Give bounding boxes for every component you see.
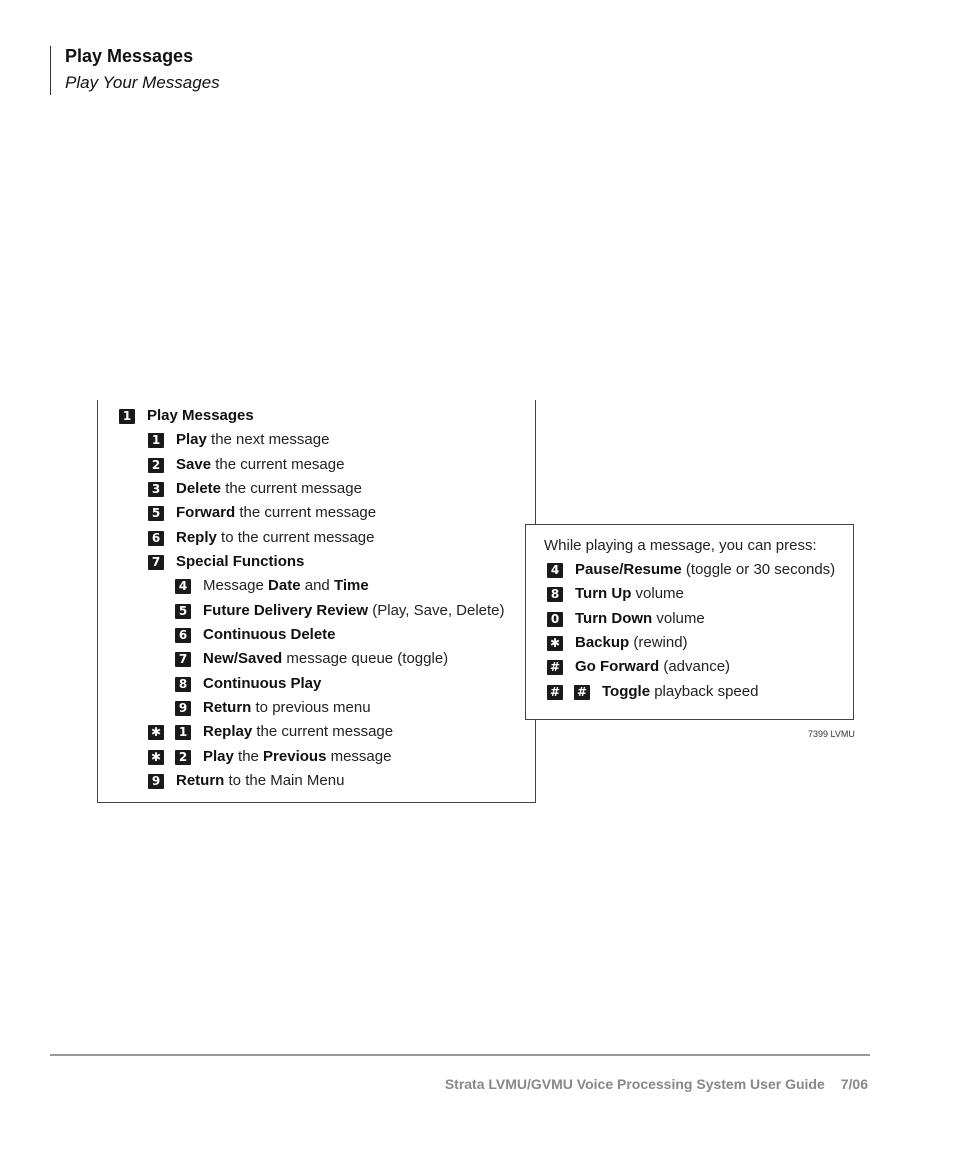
key-1-icon: 1 <box>119 409 135 424</box>
pound-key-icon: # <box>574 685 590 700</box>
panel-item-toggle-speed: # # Toggle playback speed <box>547 683 758 701</box>
menu-item-special-functions: 7 Special Functions <box>148 553 304 571</box>
menu-item-reply: 6 Reply to the current message <box>148 529 374 547</box>
page-title: Play Messages <box>65 46 194 66</box>
key-6-icon: 6 <box>148 531 164 546</box>
panel-item-turn-down: 0 Turn Down volume <box>547 610 705 628</box>
panel-item-turn-up: 8 Turn Up volume <box>547 585 684 603</box>
menu-item-delete: 3 Delete the current message <box>148 480 362 498</box>
panel-intro: While playing a message, you can press: <box>544 537 817 554</box>
footer-date: 7/06 <box>840 1076 868 1092</box>
special-item-return: 9 Return to previous menu <box>175 699 371 717</box>
pound-key-icon: # <box>547 660 563 675</box>
special-item-continuous-play: 8 Continuous Play <box>175 675 321 693</box>
special-item-date-time: 4 Message Date and Time <box>175 577 369 595</box>
panel-item-go-forward: # Go Forward (advance) <box>547 658 730 676</box>
combo-item-replay: ✱ 1 Replay the current message <box>148 723 393 741</box>
special-item-continuous-delete: 6 Continuous Delete <box>175 626 336 644</box>
combo-item-play-previous: ✱ 2 Play the Previous message <box>148 748 391 766</box>
key-7-icon: 7 <box>175 652 191 667</box>
pound-key-icon: # <box>547 685 563 700</box>
key-5-icon: 5 <box>148 506 164 521</box>
key-6-icon: 6 <box>175 628 191 643</box>
key-7-icon: 7 <box>148 555 164 570</box>
key-9-icon: 9 <box>148 774 164 789</box>
key-5-icon: 5 <box>175 604 191 619</box>
figure-code: 7399 LVMU <box>808 729 855 739</box>
key-3-icon: 3 <box>148 482 164 497</box>
footer <box>445 1076 868 1092</box>
key-9-icon: 9 <box>175 701 191 716</box>
menu-item-return-main: 9 Return to the Main Menu <box>148 772 344 790</box>
menu-item-play: 1 Play the next message <box>148 431 329 449</box>
key-8-icon: 8 <box>547 587 563 602</box>
footer-rule <box>50 1054 870 1056</box>
key-2-icon: 2 <box>148 458 164 473</box>
key-8-icon: 8 <box>175 677 191 692</box>
header-rule <box>50 46 51 95</box>
key-1-icon: 1 <box>148 433 164 448</box>
key-1-icon: 1 <box>175 725 191 740</box>
star-key-icon: ✱ <box>148 750 164 765</box>
menu-main-label: Play Messages <box>147 407 254 424</box>
star-key-icon: ✱ <box>547 636 563 651</box>
panel-item-backup: ✱ Backup (rewind) <box>547 634 688 652</box>
key-2-icon: 2 <box>175 750 191 765</box>
key-0-icon: 0 <box>547 612 563 627</box>
panel-item-pause-resume: 4 Pause/Resume (toggle or 30 seconds) <box>547 561 835 579</box>
menu-item-forward: 5 Forward the current message <box>148 504 376 522</box>
key-4-icon: 4 <box>175 579 191 594</box>
special-item-new-saved: 7 New/Saved message queue (toggle) <box>175 650 448 668</box>
key-4-icon: 4 <box>547 563 563 578</box>
special-item-future-delivery: 5 Future Delivery Review (Play, Save, Delete) <box>175 602 505 620</box>
menu-main-item <box>119 407 254 425</box>
page-subtitle: Play Your Messages <box>65 73 220 92</box>
star-key-icon: ✱ <box>148 725 164 740</box>
menu-item-save: 2 Save the current mesage <box>148 456 344 474</box>
footer-guide-title: Strata LVMU/GVMU Voice Processing System User Guide <box>444 1076 825 1092</box>
